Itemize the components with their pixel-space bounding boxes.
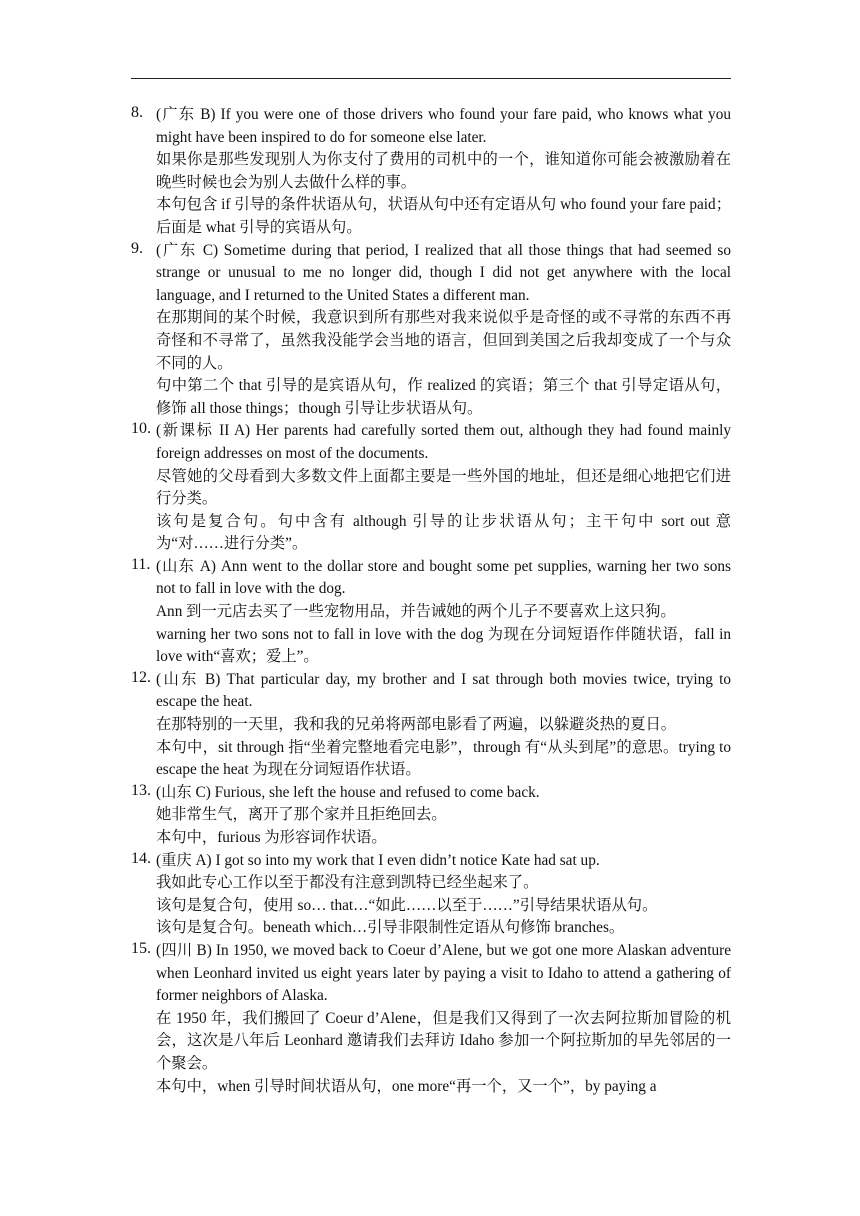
chinese-translation: 我如此专心工作以至于都没有注意到凯特已经坐起来了。	[156, 874, 539, 892]
grammar-note: 本句中，when 引导时间状语从句，one more“再一个，又一个”，by paying a	[156, 1077, 657, 1095]
item-number: 10.	[131, 420, 151, 438]
grammar-note: 该句是复合句，使用 so… that…“如此……以至于……”引导结果状语从句。	[156, 896, 658, 914]
item-number: 8.	[131, 104, 143, 121]
list-item	[131, 940, 731, 1098]
chinese-translation: 她非常生气，离开了那个家并且拒绝回去。	[156, 806, 447, 824]
document-body	[131, 104, 731, 1098]
grammar-note: 句中第二个 that 引导的是宾语从句，作 realized 的宾语；第三个 that 引导定语从句，修饰 all those things；though 引导让步状语从句。	[156, 377, 731, 417]
item-number: 9.	[131, 239, 143, 257]
english-sentence: (山东 B) That particular day, my brother and I sat through both movies twice, trying to escape the heat.	[156, 670, 731, 711]
chinese-translation: 在 1950 年，我们搬回了 Coeur d’Alene，但是我们又得到了一次去阿拉斯加冒险的机会，这次是八年后 Leonhard 邀请我们去拜访 Idaho 参加一个阿拉斯加的早先邻居的一个聚会。	[156, 1009, 731, 1072]
english-sentence: (新课标 II A) Her parents had carefully sorted them out, although they had found mainly foreign addresses on most of the documents.	[156, 422, 731, 462]
english-sentence: (重庆 A) I got so into my work that I even didn’t notice Kate had sat up.	[156, 851, 600, 869]
chinese-translation: Ann 到一元店去买了一些宠物用品，并告诫她的两个儿子不要喜欢上这只狗。	[156, 603, 676, 621]
grammar-note: 该句是复合句。句中含有 although 引导的让步状语从句；主干句中 sort out 意为“对……进行分类”。	[156, 512, 731, 553]
grammar-note: 该句是复合句。beneath which…引导非限制性定语从句修饰 branches。	[156, 919, 625, 937]
chinese-translation: 尽管她的父母看到大多数文件上面都主要是一些外国的地址，但还是细心地把它们进行分类。	[156, 467, 731, 508]
grammar-note: 本句包含 if 引导的条件状语从句，状语从句中还有定语从句 who found your fare paid；后面是 what 引导的宾语从句。	[156, 196, 731, 236]
list-item	[131, 669, 731, 782]
grammar-note: 本句中，furious 为形容词作状语。	[156, 829, 387, 846]
english-sentence: (四川 B) In 1950, we moved back to Coeur d’Alene, but we got one more Alaskan adventure when Leonhard invited us eight years later by paying a visit to Idaho to attend a gathering of former neighbors of Alaska.	[156, 941, 731, 1005]
grammar-note: 本句中，sit through 指“坐着完整地看完电影”，through 有“从头到尾”的意思。trying to escape the heat 为现在分词短语作状语。	[156, 738, 731, 779]
chinese-translation: 在那特别的一天里，我和我的兄弟将两部电影看了两遍，以躲避炎热的夏日。	[156, 716, 677, 734]
grammar-note: warning her two sons not to fall in love with the dog 为现在分词短语作伴随状语，fall in love with“喜欢；爱上”。	[156, 625, 731, 666]
list-item	[131, 104, 731, 240]
item-number: 12.	[131, 668, 151, 686]
english-sentence: (广东 B) If you were one of those drivers who found your fare paid, who knows what you might have been inspired to do for someone else later.	[156, 106, 731, 146]
english-sentence: (山东 C) Furious, she left the house and refused to come back.	[156, 783, 540, 801]
english-sentence: (山东 A) Ann went to the dollar store and bought some pet supplies, warning her two sons not to fall in love with the dog.	[156, 557, 731, 598]
item-number: 11.	[131, 555, 151, 573]
header-rule	[131, 78, 731, 79]
chinese-translation: 在那期间的某个时候，我意识到所有那些对我来说似乎是奇怪的或不寻常的东西不再奇怪和不寻常了，虽然我没能学会当地的语言，但回到美国之后我却变成了一个与众不同的人。	[156, 309, 731, 372]
list-item	[131, 782, 731, 850]
english-sentence: (广东 C) Sometime during that period, I realized that all those things that had seemed so strange or unusual to me no longer did, though I did not get anywhere with the local language, and I returned to the United States a different man.	[156, 241, 731, 304]
list-item	[131, 556, 731, 669]
item-number: 13.	[131, 781, 151, 799]
list-item	[131, 240, 731, 421]
item-number: 15.	[131, 939, 151, 957]
list-item	[131, 850, 731, 940]
item-number: 14.	[131, 849, 151, 867]
chinese-translation: 如果你是那些发现别人为你支付了费用的司机中的一个，谁知道你可能会被激励着在晚些时候也会为别人去做什么样的事。	[156, 151, 731, 191]
list-item	[131, 420, 731, 556]
